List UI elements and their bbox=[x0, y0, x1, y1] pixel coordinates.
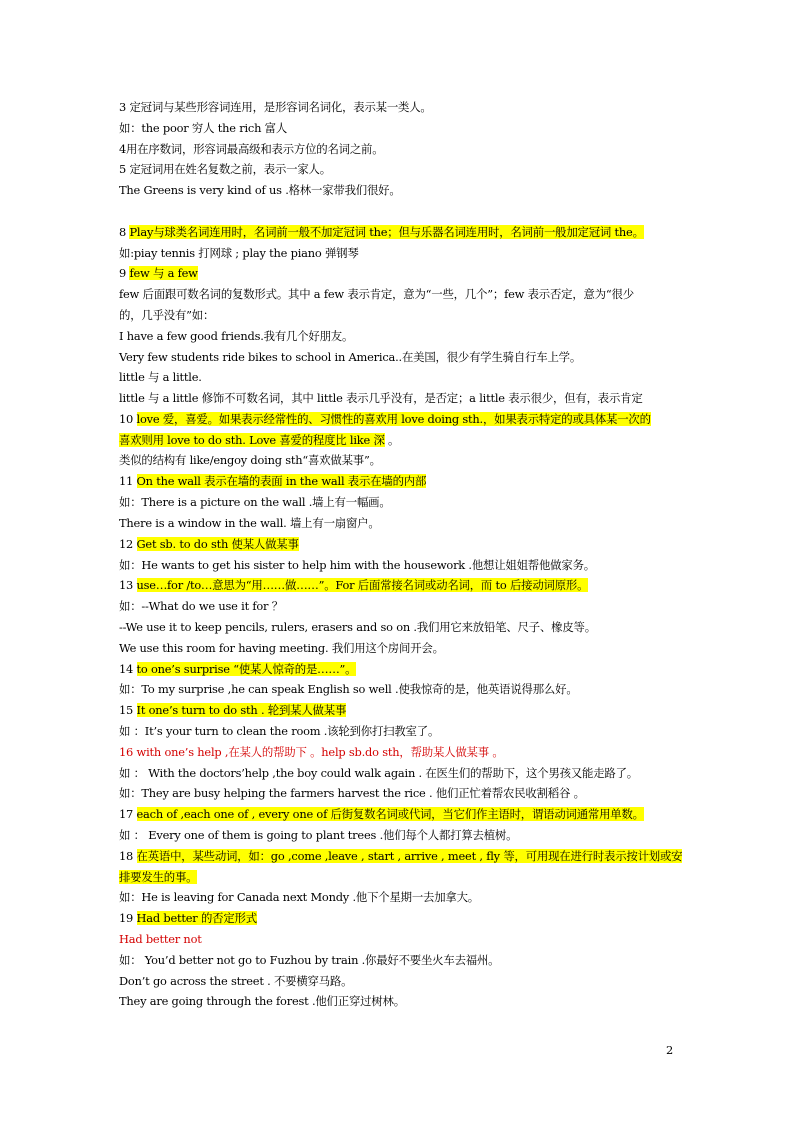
text-line: 类似的结构有 like/engoy doing sth“喜欢做某事”。 bbox=[119, 453, 381, 467]
item-number: 15 bbox=[119, 703, 137, 717]
text-line: 如：He wants to get his sister to help him with the housework .他想让姐姐帮他做家务。 bbox=[119, 558, 595, 572]
text-line bbox=[119, 412, 651, 427]
text-line bbox=[119, 474, 426, 489]
highlighted-text: Play与球类名词连用时，名词前一般不加定冠词 the；但与乐器名词连用时，名词前一般加定冠词 the。 bbox=[129, 225, 644, 239]
text-line: 如：He is leaving for Canada next Mondy .他下个星期一去加拿大。 bbox=[119, 890, 479, 904]
text-line bbox=[119, 225, 644, 240]
highlighted-text: 在英语中，某些动词，如：go ,come ,leave , start , arrive , meet , fly 等，可用现在进行时表示按计划或安 bbox=[136, 849, 683, 863]
text-line: We use this room for having meeting. 我们用这个房间开会。 bbox=[119, 641, 444, 655]
text-line: 如：To my surprise ,he can speak English so well .使我惊奇的是，他英语说得那么好。 bbox=[119, 682, 578, 696]
text-line: --We use it to keep pencils, rulers, erasers and so on .我们用它来放铅笔、尺子、橡皮等。 bbox=[119, 620, 596, 634]
text-line: little 与 a little 修饰不可数名词，其中 little 表示几乎没有，是否定；a little 表示很少，但有，表示肯定 bbox=[119, 391, 643, 405]
text-line bbox=[119, 870, 197, 885]
text-line bbox=[119, 662, 356, 677]
text-line: 如 ： With the doctors’help ,the boy could walk again . 在医生们的帮助下，这个男孩又能走路了。 bbox=[119, 766, 638, 780]
text-line bbox=[119, 537, 299, 552]
page-number: 2 bbox=[666, 1043, 674, 1057]
text-line bbox=[119, 807, 644, 822]
text-line bbox=[119, 578, 588, 593]
text-line: 如：--What do we use it for ？ bbox=[119, 599, 283, 613]
text-line: 3 定冠词与某些形容词连用，是形容词名词化，表示某一类人。 bbox=[119, 100, 432, 114]
item-number: 11 bbox=[119, 474, 137, 488]
text-line bbox=[119, 266, 198, 281]
text-line: Don’t go across the street . 不要横穿马路。 bbox=[119, 974, 353, 988]
item-number: 17 bbox=[119, 807, 137, 821]
highlighted-text: 排要发生的事。 bbox=[119, 870, 198, 884]
text-line: 如 ： Every one of them is going to plant trees .他们每个人都打算去植树。 bbox=[119, 828, 518, 842]
highlighted-text: use…for /to…意思为“用……做……”。For 后面常接名词或动名词，而 to 后接动词原形。 bbox=[136, 578, 589, 592]
text-line: 如：There is a picture on the wall .墙上有一幅画。 bbox=[119, 495, 391, 509]
item-number: 10 bbox=[119, 412, 137, 426]
highlighted-text: love 爱，喜爱。如果表示经常性的、习惯性的喜欢用 love doing sth.，如果表示特定的或具体某一次的 bbox=[136, 412, 651, 426]
item-number: 9 bbox=[119, 266, 130, 280]
item-number: 12 bbox=[119, 537, 137, 551]
text-line: 的，几乎没有”如： bbox=[119, 308, 215, 322]
text-line: 5 定冠词用在姓名复数之前，表示一家人。 bbox=[119, 162, 331, 176]
text-line: 如：the poor 穷人 the rich 富人 bbox=[119, 121, 288, 135]
highlighted-text: each of ,each one of , every one of 后街复数名词或代词，当它们作主语时，谓语动词通常用单数。 bbox=[136, 807, 644, 821]
highlighted-text: to one’s surprise “使某人惊奇的是……”。 bbox=[136, 662, 357, 676]
item-number: 19 bbox=[119, 911, 137, 925]
text-line-red: Had better not bbox=[119, 932, 202, 946]
item-number: 13 bbox=[119, 578, 137, 592]
highlighted-text: 喜欢则用 love to do sth. Love 喜爱的程度比 like 深 bbox=[119, 433, 385, 447]
highlighted-text: Get sb. to do sth 使某人做某事 bbox=[136, 537, 299, 551]
item-number: 14 bbox=[119, 662, 137, 676]
text-line: Very few students ride bikes to school in America..在美国，很少有学生骑自行车上学。 bbox=[119, 350, 582, 364]
text-line: The Greens is very kind of us .格林一家带我们很好。 bbox=[119, 183, 401, 197]
text-line: They are going through the forest .他们正穿过树林。 bbox=[119, 994, 405, 1008]
text-line bbox=[119, 911, 257, 926]
text-line: little 与 a little. bbox=[119, 370, 202, 384]
highlighted-text: On the wall 表示在墙的表面 in the wall 表示在墙的内部 bbox=[136, 474, 427, 488]
item-number: 18 bbox=[119, 849, 137, 863]
text-line: There is a window in the wall. 墙上有一扇窗户。 bbox=[119, 516, 380, 530]
highlighted-text: Had better 的否定形式 bbox=[136, 911, 257, 925]
text-line: 如:piay tennis 打网球 ; play the piano 弹钢琴 bbox=[119, 246, 359, 260]
text-line: 如 ：It’s your turn to clean the room .该轮到你打扫教室了。 bbox=[119, 724, 440, 738]
text-line bbox=[119, 849, 682, 864]
item-number: 8 bbox=[119, 225, 130, 239]
highlighted-text: It one’s turn to do sth . 轮到某人做某事 bbox=[136, 703, 347, 717]
text-line: few 后面跟可数名词的复数形式。其中 a few 表示肯定，意为“一些，几个”；few 表示否定，意为“很少 bbox=[119, 287, 634, 301]
text-line: 4用在序数词，形容词最高级和表示方位的名词之前。 bbox=[119, 142, 384, 156]
text-line: I have a few good friends.我有几个好朋友。 bbox=[119, 329, 354, 343]
highlighted-text: few 与 a few bbox=[129, 266, 198, 280]
text-line bbox=[119, 703, 346, 718]
text-line-red: 16 with one’s help ,在某人的帮助下 。help sb.do sth，帮助某人做某事 。 bbox=[119, 745, 504, 759]
text-line: 如：They are busy helping the farmers harvest the rice . 他们正忙着帮农民收割稻谷 。 bbox=[119, 786, 585, 800]
text-line: 如： You’d better not go to Fuzhou by train .你最好不要坐火车去福州。 bbox=[119, 953, 500, 967]
text-line bbox=[119, 433, 399, 448]
plain-text: 。 bbox=[384, 433, 400, 447]
